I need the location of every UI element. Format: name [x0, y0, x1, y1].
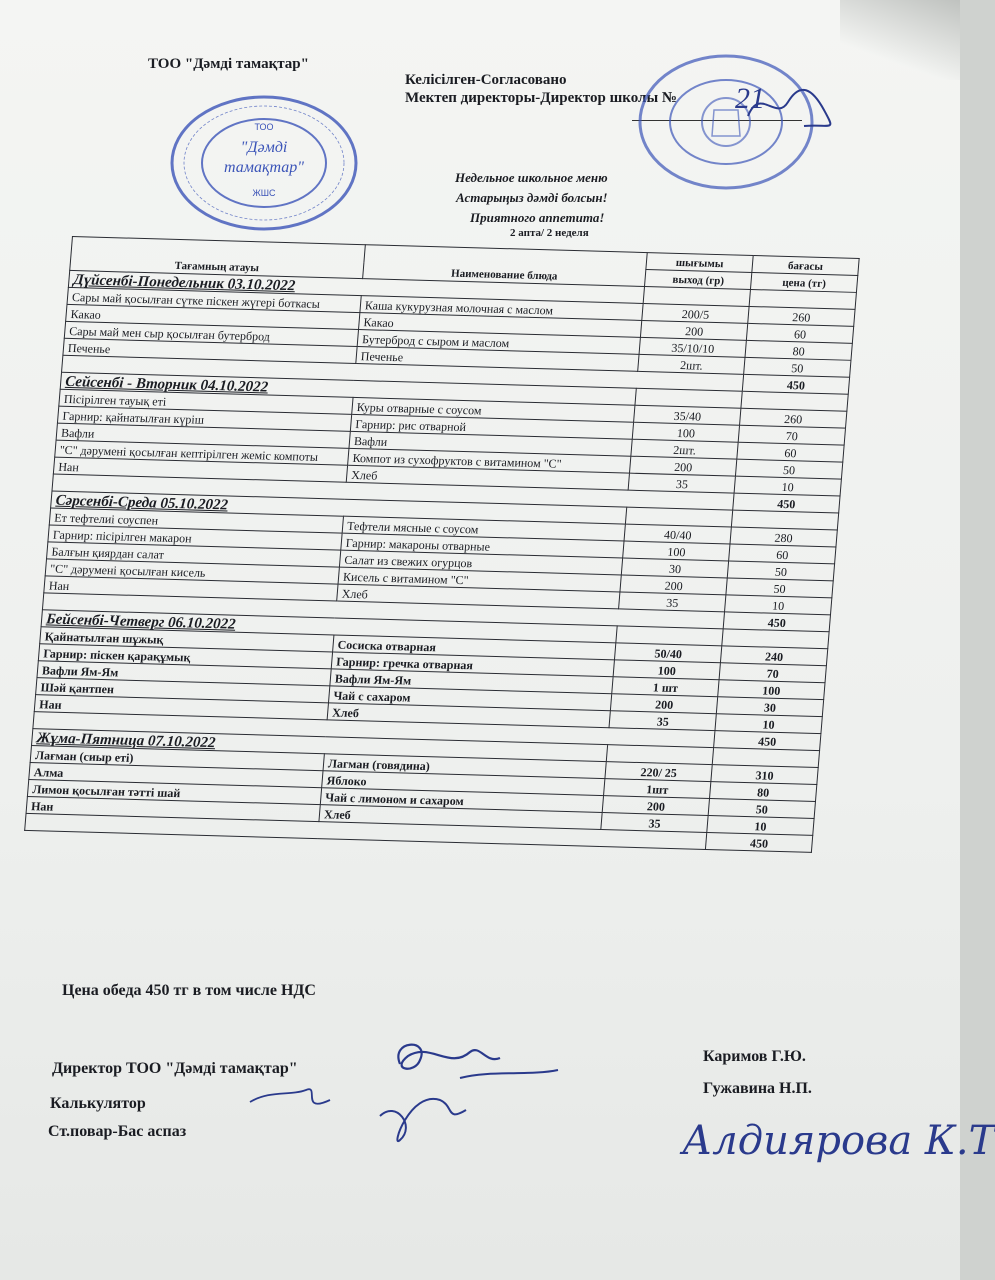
company-stamp — [166, 92, 362, 234]
dish-price: 310 — [711, 765, 818, 785]
dish-price: 70 — [719, 663, 826, 683]
dish-price: 50 — [726, 578, 833, 598]
name-chef-handwritten: Алдиярова К.Т — [682, 1118, 995, 1164]
dish-output: 35 — [628, 473, 735, 493]
dish-output: 220/ 25 — [605, 762, 712, 782]
menu-table-wrap — [24, 236, 860, 853]
col-header-price-ru: цена (тг) — [751, 272, 858, 292]
dish-price: 60 — [746, 323, 853, 343]
dish-price: 30 — [716, 697, 823, 717]
dish-name-kz: Алма — [29, 763, 323, 788]
day-title: Дүйсенбі-Понедельник 03.10.2022 — [68, 270, 644, 303]
director-signature — [740, 82, 840, 132]
day-total: 450 — [706, 832, 813, 852]
dish-name-ru: Кисель с витамином "С" — [338, 567, 622, 592]
lunch-price-note: Цена обеда 450 тг в том числе НДС — [62, 982, 316, 999]
dish-name-kz: Балғын қиярдан салат — [47, 542, 341, 567]
stamp-name-1: "Дәмді — [240, 139, 288, 156]
dish-output: 40/40 — [624, 524, 731, 544]
dish-name-ru: Чай с лимоном и сахаром — [320, 788, 604, 813]
day-title: Жұма-Пятница 07.10.2022 — [32, 729, 608, 762]
dish-price: 50 — [727, 561, 834, 581]
company-name: ТОО "Дәмді тамақтар" — [148, 56, 309, 72]
dish-output: 200/5 — [642, 303, 749, 323]
dish-price: 10 — [715, 714, 822, 734]
dish-name-ru: Печенье — [356, 347, 640, 372]
stamp-name-2: тамақтар" — [224, 159, 304, 176]
signature-label-calculator: Калькулятор — [50, 1095, 146, 1112]
dish-output: 200 — [620, 575, 727, 595]
dish-price: 60 — [729, 544, 836, 564]
dish-name-kz: Гарнир: пісірілген макарон — [48, 525, 342, 550]
day-total: 450 — [733, 493, 840, 513]
dish-name-kz: Нан — [34, 695, 328, 720]
day-total: 450 — [723, 612, 830, 632]
week-label: 2 апта/ 2 неделя — [510, 227, 589, 239]
dish-price: 100 — [718, 680, 825, 700]
dish-name-ru: Хлеб — [346, 465, 630, 490]
dish-output: 100 — [613, 660, 720, 680]
dish-price: 10 — [734, 476, 841, 496]
footer-signatures — [240, 1030, 580, 1160]
dish-price: 80 — [710, 782, 817, 802]
dish-name-kz: Гарнир: қайнатылған күріш — [57, 406, 351, 431]
dish-name-kz: Ет тефтелиі соуспен — [49, 508, 343, 533]
dish-output: 200 — [602, 796, 709, 816]
col-header-price-kz: бағасы — [752, 256, 859, 276]
dish-output: 200 — [630, 456, 737, 476]
name-director: Каримов Г.Ю. — [703, 1048, 806, 1065]
dish-output: 35/40 — [634, 405, 741, 425]
dish-output: 200 — [641, 320, 748, 340]
dish-price: 50 — [736, 459, 843, 479]
dish-name-ru: Гарнир: гречка отварная — [331, 652, 615, 677]
dish-name-kz: Шәй қантпен — [36, 678, 330, 703]
dish-name-ru: Чай с сахаром — [328, 686, 612, 711]
name-calculator: Гужавина Н.П. — [703, 1080, 812, 1097]
dish-name-kz: Сары май мен сыр қосылған бутерброд — [64, 321, 358, 346]
dish-output: 100 — [632, 422, 739, 442]
dish-name-kz: Қайнатылған шұжық — [40, 627, 334, 652]
dish-name-ru: Гарнир: рис отварной — [350, 414, 634, 439]
dish-output: 1 шт — [612, 677, 719, 697]
dish-name-ru: Каша кукурузная молочная с маслом — [360, 296, 644, 321]
col-header-out-kz: шығымы — [646, 253, 753, 273]
dish-name-ru: Хлеб — [337, 584, 621, 609]
approval-line-1: Келісілген-Согласовано — [405, 72, 567, 88]
dish-price: 80 — [745, 340, 852, 360]
stamp-bottom-text: ЖШС — [252, 188, 276, 198]
dish-price: 10 — [707, 815, 814, 835]
dish-output: 50/40 — [615, 643, 722, 663]
dish-output: 35 — [619, 592, 726, 612]
dish-price: 70 — [738, 425, 845, 445]
dish-price: 260 — [740, 408, 847, 428]
dish-name-kz: Лимон қосылған тәтті шай — [27, 780, 321, 805]
day-title: Сейсенбі - Вторник 04.10.2022 — [60, 372, 636, 405]
dish-name-kz: Нан — [53, 457, 347, 482]
dish-name-ru: Какао — [359, 313, 643, 338]
dish-name-ru: Сосиска отварная — [333, 635, 617, 660]
stamp-top-text: ТОО — [254, 122, 274, 132]
dish-name-ru: Тефтели мясные с соусом — [342, 516, 626, 541]
dish-name-kz: Гарнир: піскен қарақұмық — [38, 644, 332, 669]
dish-output: 35 — [609, 711, 716, 731]
dish-name-kz: "С" дәрумені қосылған кептірілген жеміс компоты — [55, 440, 349, 465]
menu-greeting: Приятного аппетита! — [470, 210, 605, 225]
dish-output: 100 — [623, 541, 730, 561]
signature-label-director: Директор ТОО "Дәмді тамақтар" — [52, 1060, 298, 1077]
dish-name-ru: Хлеб — [319, 805, 603, 830]
dish-name-ru: Яблоко — [322, 771, 606, 796]
dish-name-ru: Компот из сухофруктов с витамином "С" — [348, 448, 632, 473]
dish-name-ru: Лагман (говядина) — [323, 754, 607, 779]
dish-name-kz: Вафли — [56, 423, 350, 448]
dish-price: 280 — [730, 527, 837, 547]
dish-price: 10 — [725, 595, 832, 615]
dish-name-kz: Нан — [44, 576, 338, 601]
menu-table — [24, 236, 860, 853]
dish-price: 240 — [721, 646, 828, 666]
dish-price: 50 — [708, 799, 815, 819]
dish-price: 50 — [744, 357, 851, 377]
day-total: 450 — [714, 731, 821, 751]
dish-name-ru: Куры отварные с соусом — [352, 397, 636, 422]
dish-name-kz: Лағман (сиыр еті) — [30, 746, 324, 771]
dish-name-ru: Гарнир: макароны отварные — [341, 533, 625, 558]
dish-name-kz: Какао — [66, 304, 360, 329]
dish-output: 2шт. — [638, 354, 745, 374]
menu-title-kz: Астарыңыз дәмді болсын! — [456, 190, 608, 205]
day-title: Бейсенбі-Четверг 06.10.2022 — [41, 610, 617, 643]
dish-name-ru: Вафли — [349, 431, 633, 456]
dish-name-ru: Вафли Ям-Ям — [330, 669, 614, 694]
dish-output: 1шт — [604, 779, 711, 799]
dish-name-kz: Нан — [26, 796, 320, 821]
menu-title-ru: Недельное школьное меню — [455, 170, 608, 185]
dish-name-kz: Вафли Ям-Ям — [37, 661, 331, 686]
day-title: Сәрсенбі-Среда 05.10.2022 — [51, 491, 627, 524]
dish-name-ru: Хлеб — [327, 703, 611, 728]
col-header-ru: Наименование блюда — [363, 245, 648, 287]
col-header-out-ru: выход (гр) — [645, 270, 752, 290]
dish-output: 30 — [622, 558, 729, 578]
dish-name-kz: Сары май қосылған сүтке піскен жүгері боткасы — [67, 287, 361, 312]
dish-output: 2шт. — [631, 439, 738, 459]
dish-output: 200 — [611, 694, 718, 714]
dish-name-ru: Бутерброд с сыром и маслом — [357, 330, 641, 355]
dish-output: 35 — [601, 813, 708, 833]
dish-name-kz: Печенье — [63, 338, 357, 363]
signature-label-chef: Ст.повар-Бас аспаз — [48, 1123, 187, 1140]
page-shadow — [840, 0, 960, 80]
dish-name-ru: Салат из свежих огурцов — [339, 550, 623, 575]
school-number: 21 — [735, 82, 765, 115]
dish-price: 260 — [748, 306, 855, 326]
approval-line-2: Мектеп директоры-Директор школы № — [405, 90, 677, 106]
dish-price: 60 — [737, 442, 844, 462]
dish-name-kz: Пісірілген тауық еті — [59, 389, 353, 414]
dish-name-kz: "С" дәрумені қосылған кисель — [45, 559, 339, 584]
col-header-kz: Тағамның атауы — [70, 237, 366, 279]
table-header-row — [71, 237, 859, 276]
dish-output: 35/10/10 — [639, 337, 746, 357]
day-total: 450 — [742, 374, 849, 394]
